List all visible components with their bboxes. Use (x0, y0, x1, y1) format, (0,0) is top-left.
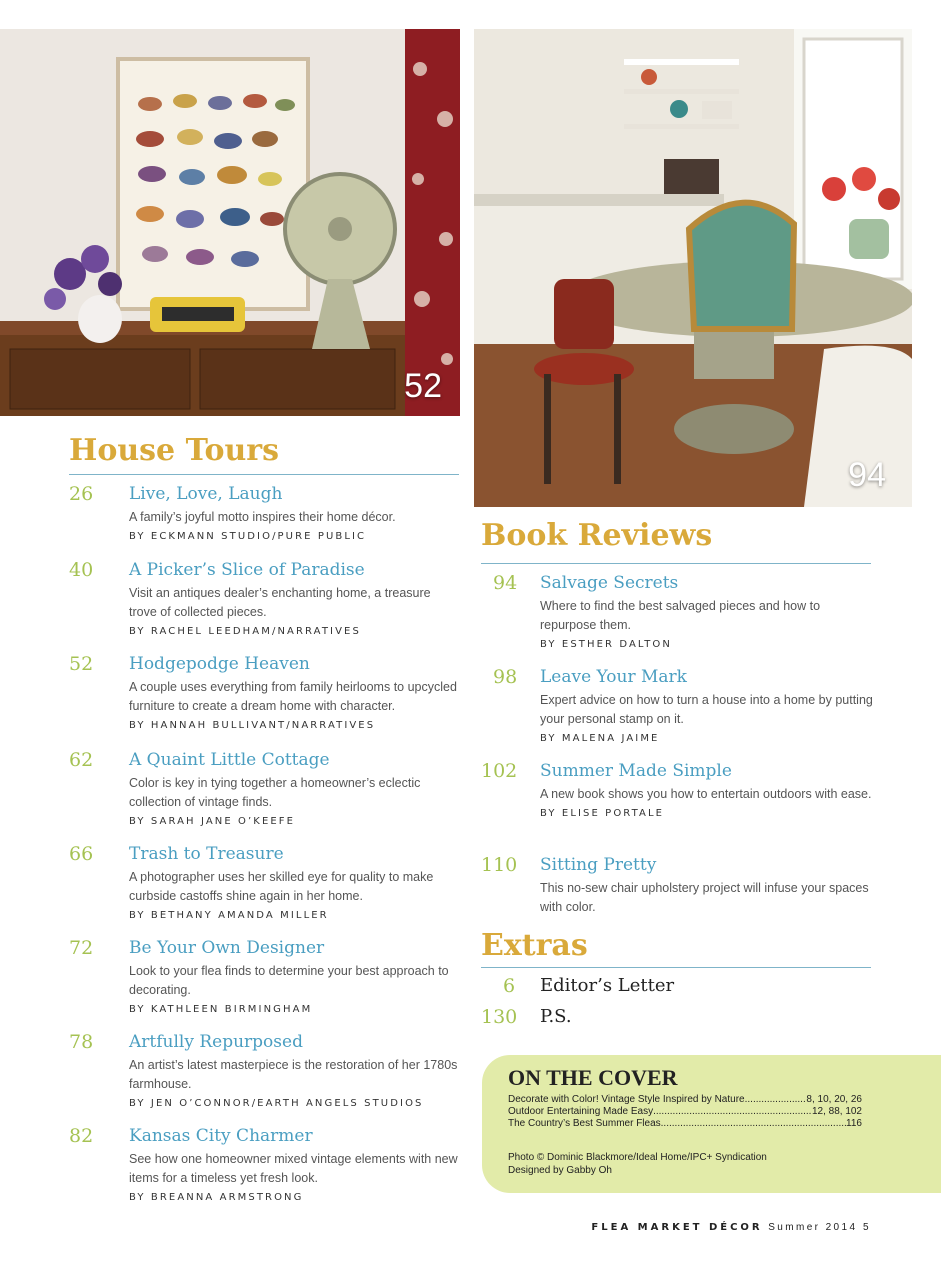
toc-entry[interactable] (69, 843, 461, 921)
entry-description: An artist’s latest masterpiece is the restoration of her 1780s farmhouse. (129, 1058, 458, 1091)
entry-title[interactable]: Trash to Treasure (129, 844, 284, 864)
footer-magazine-name: FLEA MARKET DÉCOR (591, 1222, 763, 1233)
entry-byline: BY MALENA JAIME (540, 733, 660, 744)
photo-salvage-secrets (474, 29, 912, 507)
photo-page-number: 52 (404, 367, 442, 405)
toc-entry[interactable] (481, 760, 873, 819)
entry-description: A family’s joyful motto inspires their home décor. (129, 510, 396, 524)
entry-byline: BY HANNAH BULLIVANT/NARRATIVES (129, 720, 376, 731)
toc-entry[interactable] (481, 975, 873, 1000)
entry-byline: BY JEN O’CONNOR/EARTH ANGELS STUDIOS (129, 1098, 424, 1109)
entry-byline: BY ELISE PORTALE (540, 808, 665, 819)
cover-line-text: Decorate with Color! Vintage Style Inspired by Nature (508, 1094, 745, 1105)
cover-line-pages: 8, 10, 20, 26 (806, 1094, 862, 1105)
entry-title[interactable]: Editor’s Letter (540, 975, 675, 996)
toc-entry[interactable] (481, 572, 873, 650)
cover-line-text: Outdoor Entertaining Made Easy (508, 1106, 654, 1117)
toc-entry[interactable] (69, 937, 461, 1015)
entry-byline: BY BREANNA ARMSTRONG (129, 1192, 304, 1203)
entry-page-number: 6 (503, 975, 516, 997)
entry-title[interactable]: Leave Your Mark (540, 667, 687, 687)
entry-page-number: 94 (493, 572, 518, 594)
page-footer (591, 1222, 871, 1233)
entry-description: Look to your flea finds to determine your best approach to decorating. (129, 964, 449, 997)
toc-entry[interactable] (69, 483, 461, 542)
entry-page-number: 26 (69, 483, 94, 505)
entry-page-number: 130 (481, 1006, 518, 1028)
entry-title[interactable]: Kansas City Charmer (129, 1126, 313, 1146)
toc-entry[interactable] (69, 559, 461, 637)
entry-page-number: 102 (481, 760, 518, 782)
butterfly-room-image (0, 29, 460, 416)
entry-description: A photographer uses her skilled eye for quality to make curbside castoffs shine again in her home. (129, 870, 434, 903)
photo-page-number: 94 (848, 456, 886, 494)
entry-byline: BY SARAH JANE O’KEEFE (129, 816, 296, 827)
entry-title[interactable]: A Picker’s Slice of Paradise (129, 560, 365, 580)
entry-title[interactable]: Sitting Pretty (540, 855, 657, 875)
cover-line[interactable] (508, 1094, 862, 1106)
entry-page-number: 82 (69, 1125, 94, 1147)
entry-description: Expert advice on how to turn a house into a home by putting your personal stamp on it. (540, 693, 873, 726)
section-title-house-tours: House Tours (69, 433, 279, 468)
section-rule (481, 563, 871, 564)
entry-title[interactable]: Be Your Own Designer (129, 938, 325, 958)
on-the-cover-box (482, 1055, 941, 1193)
cover-line[interactable] (508, 1118, 862, 1130)
entry-title[interactable]: Live, Love, Laugh (129, 484, 283, 504)
entry-page-number: 98 (493, 666, 518, 688)
leader-dots (661, 1118, 846, 1130)
cover-line-pages: 12, 88, 102 (811, 1106, 862, 1117)
entry-title[interactable]: Hodgepodge Heaven (129, 654, 310, 674)
entry-title[interactable]: P.S. (540, 1006, 572, 1027)
entry-description: Visit an antiques dealer’s enchanting home, a treasure trove of collected pieces. (129, 586, 431, 619)
toc-entry[interactable] (481, 1006, 873, 1031)
cover-lines (508, 1094, 862, 1130)
entry-byline: BY RACHEL LEEDHAM/NARRATIVES (129, 626, 361, 637)
entry-byline: BY KATHLEEN BIRMINGHAM (129, 1004, 313, 1015)
entry-page-number: 66 (69, 843, 94, 865)
entry-description: Color is key in tying together a homeowner’s eclectic collection of vintage finds. (129, 776, 421, 809)
toc-entry[interactable] (69, 653, 461, 731)
entry-description: Where to find the best salvaged pieces and how to repurpose them. (540, 599, 821, 632)
toc-entry[interactable] (481, 854, 873, 921)
cover-line[interactable] (508, 1106, 862, 1118)
section-title-extras: Extras (481, 928, 588, 963)
footer-page-number: 5 (863, 1222, 871, 1233)
toc-entry[interactable] (69, 1125, 461, 1203)
photo-hodgepodge-heaven (0, 29, 460, 416)
entry-title[interactable]: Summer Made Simple (540, 761, 732, 781)
toc-entry[interactable] (481, 666, 873, 744)
on-the-cover-title: ON THE COVER (508, 1065, 678, 1090)
entry-byline: BY BETHANY AMANDA MILLER (129, 910, 329, 921)
entry-page-number: 110 (481, 854, 518, 876)
photo-credit: Photo © Dominic Blackmore/Ideal Home/IPC+ Syndication (508, 1152, 767, 1163)
entry-page-number: 52 (69, 653, 94, 675)
entry-byline: BY ECKMANN STUDIO/PURE PUBLIC (129, 531, 367, 542)
entry-title[interactable]: Salvage Secrets (540, 573, 679, 593)
section-rule (69, 474, 459, 475)
entry-byline: BY ESTHER DALTON (540, 639, 672, 650)
leader-dots (745, 1094, 807, 1106)
kitchen-dining-image (474, 29, 912, 507)
entry-title[interactable]: Artfully Repurposed (129, 1032, 303, 1052)
entry-page-number: 62 (69, 749, 94, 771)
entry-description: See how one homeowner mixed vintage elements with new items for a timeless yet fresh look. (129, 1152, 458, 1185)
cover-line-text: The Country’s Best Summer Fleas (508, 1118, 661, 1129)
section-rule (481, 967, 871, 968)
toc-entry[interactable] (69, 749, 461, 827)
entry-title[interactable]: A Quaint Little Cottage (129, 750, 330, 770)
design-credit: Designed by Gabby Oh (508, 1165, 612, 1176)
section-title-book-reviews: Book Reviews (481, 518, 713, 553)
entry-description: This no-sew chair upholstery project will infuse your spaces with color. (540, 881, 869, 914)
leader-dots (653, 1106, 812, 1118)
entry-description: A new book shows you how to entertain outdoors with ease. (540, 787, 872, 801)
entry-description: A couple uses everything from family heirlooms to upcycled furniture to create a dream home with character. (129, 680, 457, 713)
entry-page-number: 72 (69, 937, 94, 959)
entry-page-number: 40 (69, 559, 94, 581)
footer-issue: Summer 2014 (768, 1222, 858, 1233)
entry-page-number: 78 (69, 1031, 94, 1053)
cover-line-pages: 116 (846, 1118, 862, 1129)
cover-credit (508, 1151, 767, 1177)
toc-entry[interactable] (69, 1031, 461, 1109)
